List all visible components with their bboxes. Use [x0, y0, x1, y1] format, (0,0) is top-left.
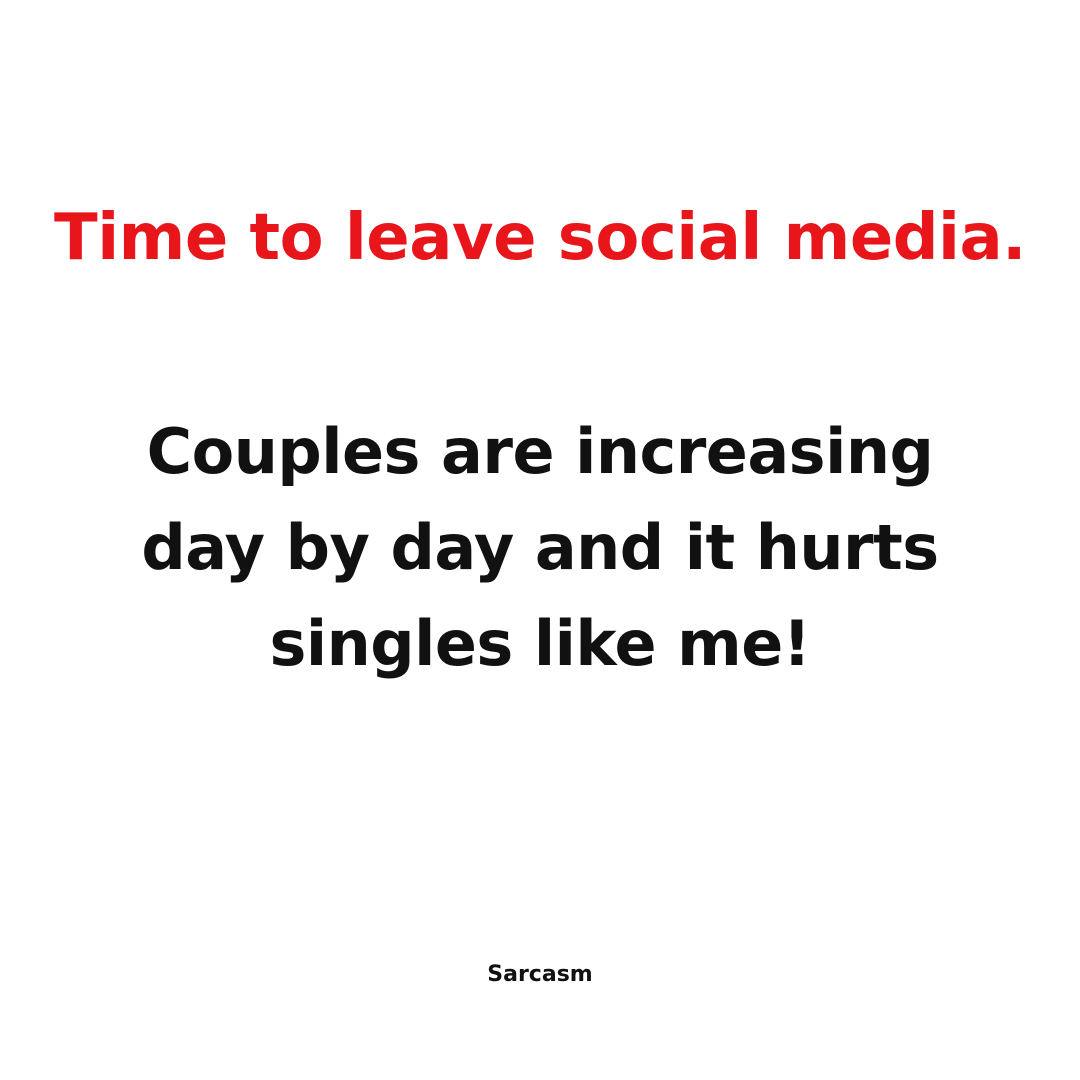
- signature: Sarcasm: [487, 962, 593, 987]
- body-line: day by day and it hurts: [141, 511, 939, 584]
- body-line: singles like me!: [269, 607, 811, 680]
- body-line: Couples are increasing: [146, 415, 934, 488]
- headline: Time to leave social media.: [54, 201, 1026, 275]
- body-text: [90, 404, 990, 692]
